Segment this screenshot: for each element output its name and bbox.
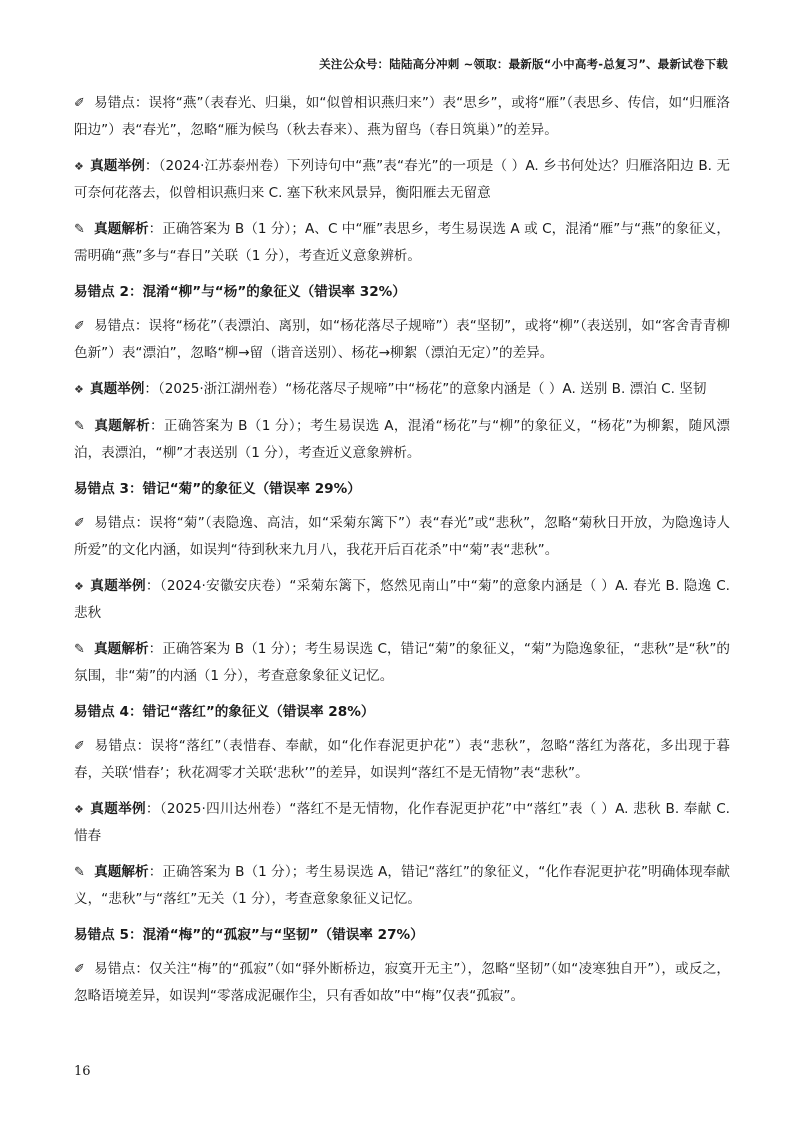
exam-example: ❖ 真题举例：（2024·江苏泰州卷）下列诗句中“燕”表“春光”的一项是（ ）A. 乡书何处达？归雁洛阳边 B. 无可奈何花落去，似曾相识燕归来 C. 塞下秋来风景异，衡阳雁去无留意 [74, 153, 730, 206]
exam-example: ❖ 真题举例：（2025·四川达州卷）“落红不是无情物，化作春泥更护花”中“落红”表（ ）A. 悲秋 B. 奉献 C. 惜春 [74, 796, 730, 849]
pen-icon: ✎ [74, 865, 85, 880]
exam-example: ❖ 真题举例：（2025·浙江湖州卷）“杨花落尽子规啼”中“杨花”的意象内涵是（ ）A. 送别 B. 漂泊 C. 坚韧 [74, 376, 730, 403]
exam-analysis: ✎ 真题解析：正确答案为 B（1 分）；考生易误选 A，错记“落红”的象征义，“化作春泥更护花”明确体现奉献义，“悲秋”与“落红”无关（1 分），考查意象象征义记忆。 [74, 859, 730, 912]
error-note: ✐ 易错点：误将“落红”（表惜春、奉献，如“化作春泥更护花”）表“悲秋”，忽略“落红为落花，多出现于暮春，关联‘惜春’；秋花凋零才关联‘悲秋’”的差异，如误判“落红不是无情物”表“悲秋”。 [74, 733, 730, 786]
pencil-icon: ✐ [74, 739, 85, 754]
diamond-bullet-icon: ❖ [74, 160, 84, 173]
diamond-bullet-icon: ❖ [74, 383, 84, 396]
pencil-icon: ✐ [74, 962, 85, 977]
section-heading: 易错点 5：混淆“梅”的“孤寂”与“坚韧”（错误率 27%） [74, 927, 424, 943]
section-heading: 易错点 4：错记“落红”的象征义（错误率 28%） [74, 704, 375, 720]
pen-icon: ✎ [74, 419, 85, 434]
diamond-bullet-icon: ❖ [74, 803, 84, 816]
pencil-icon: ✐ [74, 516, 85, 531]
section-heading: 易错点 2：混淆“柳”与“杨”的象征义（错误率 32%） [74, 284, 406, 300]
error-note: ✐ 易错点：误将“菊”（表隐逸、高洁，如“采菊东篱下”）表“春光”或“悲秋”，忽略“菊秋日开放，为隐逸诗人所爱”的文化内涵，如误判“待到秋来九月八，我花开后百花杀”中“菊”表“悲秋”。 [74, 510, 730, 563]
page-number: 16 [74, 1064, 91, 1079]
diamond-bullet-icon: ❖ [74, 580, 84, 593]
pencil-icon: ✐ [74, 96, 85, 111]
error-note: ✐ 易错点：误将“燕”（表春光、归巢，如“似曾相识燕归来”）表“思乡”，或将“雁”（表思乡、传信，如“归雁洛阳边”）表“春光”，忽略“雁为候鸟（秋去春来）、燕为留鸟（春日筑巢）”的差异。 [74, 90, 730, 143]
page-header: 关注公众号：陆陆高分冲刺 ~领取：最新版“小中高考-总复习”、最新试卷下载 [319, 57, 728, 71]
exam-analysis: ✎ 真题解析：正确答案为 B（1 分）；A、C 中“雁”表思乡，考生易误选 A 或 C，混淆“雁”与“燕”的象征义，需明确“燕”多与“春日”关联（1 分），考查近义意象辨析。 [74, 216, 730, 269]
error-note: ✐ 易错点：仅关注“梅”的“孤寂”（如“驿外断桥边，寂寞开无主”），忽略“坚韧”（如“凌寒独自开”），或反之，忽略语境差异，如误判“零落成泥碾作尘，只有香如故”中“梅”仅表“孤寂”。 [74, 956, 730, 1009]
exam-analysis: ✎ 真题解析：正确答案为 B（1 分）；考生易误选 C，错记“菊”的象征义，“菊”为隐逸象征，“悲秋”是“秋”的氛围，非“菊”的内涵（1 分），考查意象象征义记忆。 [74, 636, 730, 689]
exam-example: ❖ 真题举例：（2024·安徽安庆卷）“采菊东篱下，悠然见南山”中“菊”的意象内涵是（ ）A. 春光 B. 隐逸 C. 悲秋 [74, 573, 730, 626]
pencil-icon: ✐ [74, 319, 85, 334]
pen-icon: ✎ [74, 222, 85, 237]
section-heading: 易错点 3：错记“菊”的象征义（错误率 29%） [74, 481, 361, 497]
exam-analysis: ✎ 真题解析：正确答案为 B（1 分）；考生易误选 A，混淆“杨花”与“柳”的象征义，“杨花”为柳絮，随风漂泊，表漂泊，“柳”才表送别（1 分），考查近义意象辨析。 [74, 413, 730, 466]
main-content [74, 90, 730, 1019]
pen-icon: ✎ [74, 642, 85, 657]
error-note: ✐ 易错点：误将“杨花”（表漂泊、离别，如“杨花落尽子规啼”）表“坚韧”，或将“柳”（表送别，如“客舍青青柳色新”）表“漂泊”，忽略“柳→留（谐音送别）、杨花→柳絮（漂泊无定）”的差异。 [74, 313, 730, 366]
